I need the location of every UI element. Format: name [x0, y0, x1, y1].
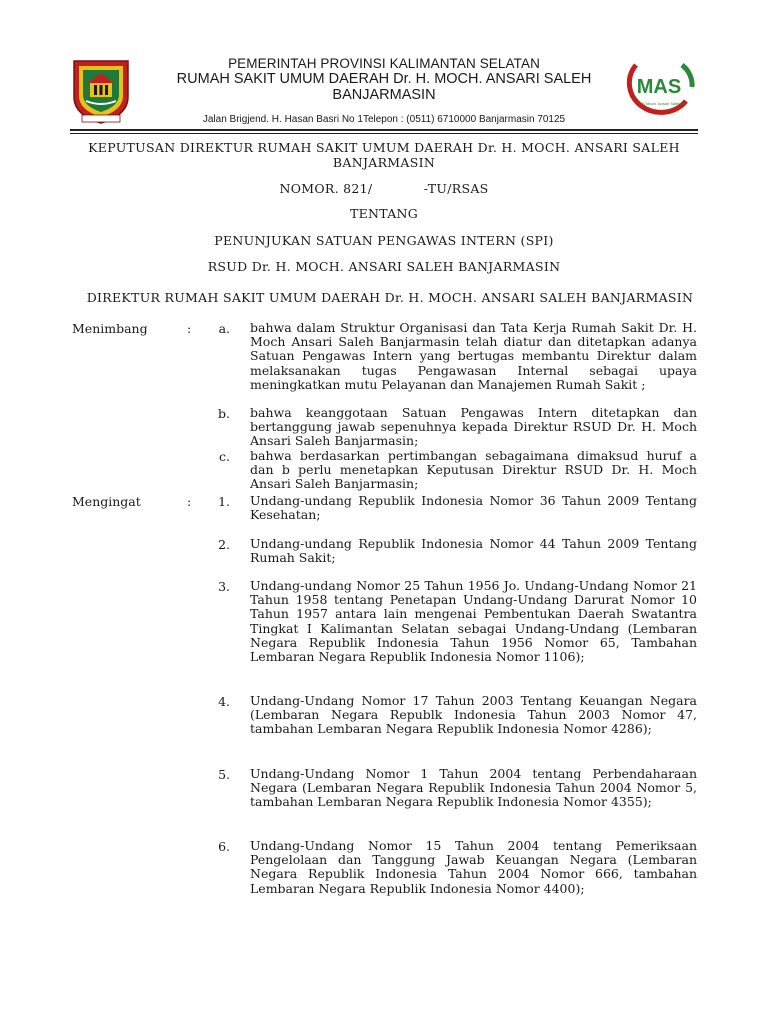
mengingat-colon: :	[187, 494, 192, 509]
logo-mas-small-text: RS Moch. Ansari Saleh	[639, 101, 681, 106]
menimbang-item-number: c.	[219, 449, 230, 464]
letterhead-rule-thick	[70, 129, 698, 131]
menimbang-item-text: bahwa keanggotaan Satuan Pengawas Intern ditetapkan dan bertanggung jawab sepenuhnya kepada Direktur RSUD Dr. H. Moch Ansari Saleh Banjarmasin;	[250, 405, 697, 449]
decree-tentang: TENTANG	[349, 206, 419, 221]
letterhead-city: BANJARMASIN	[332, 87, 436, 103]
mengingat-item-number: 3.	[218, 579, 230, 594]
decree-number: NOMOR. 821/ -TU/RSAS	[279, 181, 489, 196]
menimbang-item-number: a.	[218, 321, 230, 336]
menimbang-item-text: bahwa berdasarkan pertimbangan sebagaimana dimaksud huruf a dan b perlu menetapkan Keputusan Direktur RSUD Dr. H. Moch Ansari Saleh Banjarmasin;	[250, 448, 697, 492]
decree-title-line1: KEPUTUSAN DIREKTUR RUMAH SAKIT UMUM DAERAH Dr. H. MOCH. ANSARI SALEH	[88, 140, 680, 155]
menimbang-item-number: b.	[218, 406, 230, 421]
logo-mas-text: MAS	[636, 76, 682, 98]
mengingat-item-number: 6.	[218, 839, 230, 854]
mengingat-item-number: 2.	[218, 537, 230, 552]
menimbang-label: Menimbang	[72, 321, 148, 336]
decree-director-line: DIREKTUR RUMAH SAKIT UMUM DAERAH Dr. H. MOCH. ANSARI SALEH BANJARMASIN	[86, 290, 694, 305]
decree-title-line2: BANJARMASIN	[332, 155, 436, 170]
mengingat-label: Mengingat	[72, 494, 141, 509]
letterhead-rule-thin	[70, 133, 698, 134]
mengingat-item-number: 5.	[218, 767, 230, 782]
mengingat-item-text: Undang-undang Republik Indonesia Nomor 36 Tahun 2009 Tentang Kesehatan;	[250, 493, 697, 523]
mengingat-item-text: Undang-undang Nomor 25 Tahun 1956 Jo. Undang-Undang Nomor 21 Tahun 1958 tentang Penetapan Undang-Undang Darurat Nomor 10 Tahun 1957 antara lain mengenai Pembentukan Daerah Swatantra Tingkat I Kalimantan Selatan sebagai Undang-Undang (Lembaran Negara Republik Indonesia Tahun 1956 Nomor 65, Tambahan Lembaran Negara Republik Indonesia Nomor 1106);	[250, 578, 697, 665]
letterhead-address: Jalan Brigjend. H. Hasan Basri No 1Telepon : (0511) 6710000 Banjarmasin 70125	[202, 114, 566, 125]
letterhead-government: PEMERINTAH PROVINSI KALIMANTAN SELATAN	[228, 56, 540, 71]
menimbang-colon: :	[187, 321, 192, 336]
mengingat-item-text: Undang-undang Republik Indonesia Nomor 44 Tahun 2009 Tentang Rumah Sakit;	[250, 536, 697, 566]
mengingat-item-number: 4.	[218, 694, 230, 709]
mengingat-item-text: Undang-Undang Nomor 1 Tahun 2004 tentang Perbendaharaan Negara (Lembaran Negara Republik Indonesia Tahun 2004 Nomor 5, tambahan Lembaran Negara Republik Indonesia Nomor 4355);	[250, 766, 697, 810]
mengingat-item-number: 1.	[218, 494, 230, 509]
mengingat-item-text: Undang-Undang Nomor 15 Tahun 2004 tentang Pemeriksaan Pengelolaan dan Tanggung Jawab Keuangan Negara (Lembaran Negara Republik Indonesia Tahun 2004 Nomor 666, tambahan Lembaran Negara Republik Indonesia Nomor 4400);	[250, 838, 697, 896]
mengingat-item-text: Undang-Undang Nomor 17 Tahun 2003 Tentang Keuangan Negara (Lembaran Negara Republk Indonesia Tahun 2003 Nomor 47, tambahan Lembaran Negara Republik Indonesia Nomor 4286);	[250, 693, 697, 737]
decree-subject-line2: RSUD Dr. H. MOCH. ANSARI SALEH BANJARMASIN	[207, 259, 561, 274]
letterhead-hospital-name: RUMAH SAKIT UMUM DAERAH Dr. H. MOCH. ANSARI SALEH	[176, 71, 592, 87]
menimbang-item-text: bahwa dalam Struktur Organisasi dan Tata Kerja Rumah Sakit Dr. H. Moch Ansari Saleh Banjarmasin telah diatur dan ditetapkan adanya Satuan Pengawas Intern yang bertugas membantu Direktur dalam melaksanakan tugas Pengawasan Internal sebagai upaya meningkatkan mutu Pelayanan dan Manajemen Rumah Sakit ;	[250, 320, 697, 392]
decree-subject-line1: PENUNJUKAN SATUAN PENGAWAS INTERN (SPI)	[214, 233, 554, 248]
